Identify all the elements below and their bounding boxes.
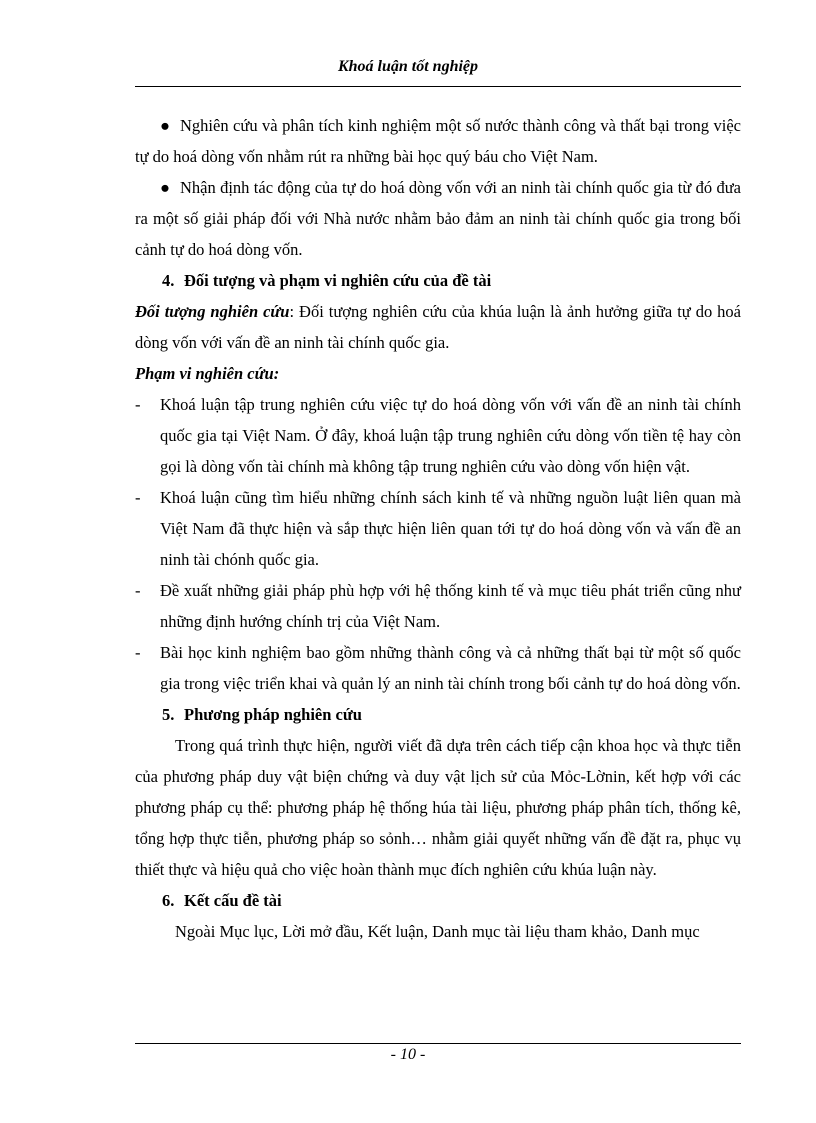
dash-marker: - [135,643,141,662]
list-item-text: Đề xuất những giải pháp phù hợp với hệ thống kinh tế và mục tiêu phát triển cũng như những định hướng chính trị của Việt Nam. [160,581,741,631]
section-number: 4. [162,271,175,290]
section-6-paragraph: Ngoài Mục lục, Lời mở đầu, Kết luận, Danh mục tài liệu tham khảo, Danh mục [175,922,700,941]
dash-marker: - [135,581,141,600]
section-4-heading [135,265,741,296]
section-5-heading [135,699,741,730]
list-item [135,637,741,699]
page-number: - 10 - [390,1046,426,1063]
page-body [135,110,741,947]
footer-divider [135,1043,741,1044]
object-label: Đối tượng nghiên cứu [135,302,290,321]
object-text: : Đối tượng nghiên cứu của khúa luận là ảnh hưởng giữa tự do hoá dòng vốn với vấn đề an ninh tài chính quốc gia. [135,302,741,352]
dash-marker: - [135,395,141,414]
scope-label: Phạm vi nghiên cứu: [135,364,280,383]
bullet-paragraph [135,172,741,265]
bullet-text: Nghiên cứu và phân tích kinh nghiệm một số nước thành công và thất bại trong việc tự do hoá dòng vốn nhằm rút ra những bài học quý báu cho Việt Nam. [135,116,741,166]
list-item [135,482,741,575]
section-title: Kết cấu đề tài [184,891,282,910]
scope-label-line [135,358,741,389]
section-title: Đối tượng và phạm vi nghiên cứu của đề tài [184,271,492,290]
header-divider [135,86,741,87]
section-number: 6. [162,891,175,910]
page-header-title: Khoá luận tốt nghiệp [337,58,479,75]
list-item-text: Khoá luận cũng tìm hiểu những chính sách kinh tế và những nguồn luật liên quan mà Việt Nam đã thực hiện và sắp thực hiện liên quan tới tự do hoá dòng vốn và vấn đề an ninh tài chónh quốc gia. [160,488,741,569]
section-number: 5. [162,705,175,724]
list-item-text: Khoá luận tập trung nghiên cứu việc tự do hoá dòng vốn với vấn đề an ninh tài chính quốc gia tại Việt Nam. Ở đây, khoá luận tập trung nghiên cứu dòng vốn tiền tệ hay còn gọi là dòng vốn tài chính mà không tập trung nghiên cứu vào dòng vốn hiện vật. [160,395,741,476]
bullet-dot-icon: ● [160,178,170,197]
section-5-paragraph: Trong quá trình thực hiện, người viết đã dựa trên cách tiếp cận khoa học và thực tiễn của phương pháp duy vật biện chứng và duy vật lịch sử của Mỏc-Lờnin, kết hợp với các phương pháp cụ thể: phương pháp hệ thống húa tài liệu, phương pháp phân tích, thống kê, tổng hợp thực tiễn, phương pháp so sỏnh… nhằm giải quyết những vấn đề đặt ra, phục vụ thiết thực và hiệu quả cho việc hoàn thành mục đích nghiên cứu khúa luận này. [135,736,741,879]
bullet-dot-icon: ● [160,116,170,135]
list-item [135,389,741,482]
bullet-paragraph [135,110,741,172]
section-title: Phương pháp nghiên cứu [184,705,362,724]
list-item [135,575,741,637]
bullet-text: Nhận định tác động của tự do hoá dòng vốn với an ninh tài chính quốc gia từ đó đưa ra một số giải pháp đối với Nhà nước nhằm bảo đảm an ninh tài chính quốc gia trong bối cảnh tự do hoá dòng vốn. [135,178,741,259]
section-6-heading [135,885,741,916]
list-item-text: Bài học kinh nghiệm bao gồm những thành công và cả những thất bại từ một số quốc gia trong việc triển khai và quản lý an ninh tài chính trong bối cảnh tự do hoá dòng vốn. [160,643,741,693]
object-paragraph [135,296,741,358]
dash-marker: - [135,488,141,507]
